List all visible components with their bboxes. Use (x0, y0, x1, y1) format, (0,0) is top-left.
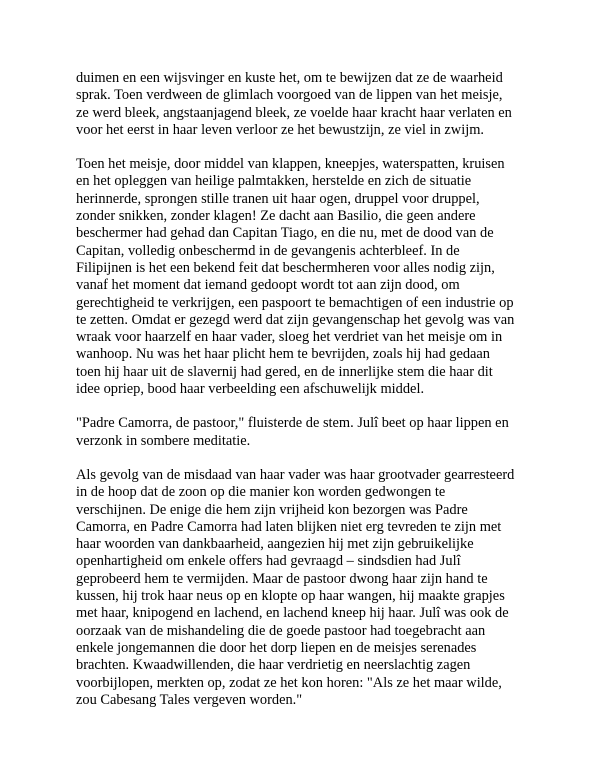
text-line: wraak voor haarzelf en haar vader, sloeg het verdriet van het meisje om in (76, 329, 503, 346)
text-line: verschijnen. De enige die hem zijn vrijheid kon bezorgen was Padre (76, 501, 468, 518)
text-line: duimen en een wijsvinger en kuste het, om te bewijzen dat ze de waarheid (76, 70, 503, 86)
text-line: zou Cabesang Tales vergeven worden." (76, 691, 303, 708)
text-line: ze werd bleek, angstaanjagend bleek, ze voelde haar kracht haar verlaten en (76, 104, 512, 121)
text-line: kussen, hij trok haar neus op en klopte op haar wangen, hij maakte grapjes (76, 588, 505, 605)
paragraph-1 (76, 70, 536, 139)
text-line: Toen het meisje, door middel van klappen, kneepjes, waterspatten, kruisen (76, 156, 505, 173)
text-line: beschermer had gehad dan Capitan Tiago, en die nu, met de dood van de (76, 225, 494, 242)
document-page (76, 70, 536, 726)
text-line: haar woorden van dankbaarheid, aangezien hij met zijn gebruikelijke (76, 536, 474, 553)
text-line: Camorra, en Padre Camorra had laten blijken niet erg tevreden te zijn met (76, 518, 502, 535)
text-line: brachten. Kwaadwillenden, die haar verdrietig en neerslachtig zagen (76, 657, 471, 674)
paragraph-4 (76, 467, 536, 709)
text-line: enkele jongemannen die door het dorp liepen en de meisjes serenades (76, 639, 477, 656)
text-line: voorbijlopen, merkten op, zodat ze het kon horen: "Als ze het maar wilde, (76, 674, 502, 691)
text-line: gerechtigheid te verkrijgen, een paspoort te bemachtigen of een industrie op (76, 294, 514, 311)
text-line: voor het eerst in haar leven verloor ze het bewustzijn, ze viel in zwijm. (76, 121, 484, 138)
text-line: zonder snikken, zonder klagen! Ze dacht aan Basilio, die geen andere (76, 208, 476, 225)
text-line: verzonk in sombere meditatie. (76, 432, 251, 449)
text-line: oorzaak van de mishandeling die de goede pastoor had toegebracht aan (76, 622, 486, 639)
text-line: sprak. Toen verdween de glimlach voorgoed van de lippen van het meisje, (76, 87, 503, 104)
text-line: Filipijnen is het een bekend feit dat beschermheren voor alles nodig zijn, (76, 259, 495, 276)
text-line: idee opriep, bood haar verbeelding een afschuwelijk middel. (76, 381, 425, 398)
text-line: toen hij haar uit de slavernij had gered, en de innerlijke stem die haar dit (76, 363, 493, 380)
text-line: Als gevolg van de misdaad van haar vader was haar grootvader gearresteerd (76, 466, 515, 483)
text-line: in de hoop dat de zoon op die manier kon worden gedwongen te (76, 484, 446, 501)
text-line: wanhoop. Nu was het haar plicht hem te bevrijden, zoals hij had gedaan (76, 346, 490, 363)
text-line: Capitan, volledig onbeschermd in de gevangenis achterbleef. In de (76, 242, 460, 259)
paragraph-3 (76, 415, 536, 450)
text-line: herinnerde, sprongen stille tranen uit haar ogen, druppel voor druppel, (76, 190, 480, 207)
paragraph-2 (76, 156, 536, 398)
text-line: en het opleggen van heilige palmtakken, herstelde en zich de situatie (76, 173, 472, 190)
text-line: "Padre Camorra, de pastoor," fluisterde de stem. Julî beet op haar lippen en (76, 415, 509, 432)
text-line: geprobeerd hem te vermijden. Maar de pastoor dwong haar zijn hand te (76, 570, 488, 587)
text-line: met haar, knipogend en lachend, en lachend kneep hij haar. Julî was ook de (76, 605, 509, 622)
text-line: openhartigheid om enkele offers had gevraagd – sindsdien had Julî (76, 553, 461, 570)
text-line: vanaf het moment dat iemand gedoopt wordt tot aan zijn dood, om (76, 277, 460, 294)
text-line: te zetten. Omdat er gezegd werd dat zijn gevangenschap het gevolg was van (76, 311, 515, 328)
